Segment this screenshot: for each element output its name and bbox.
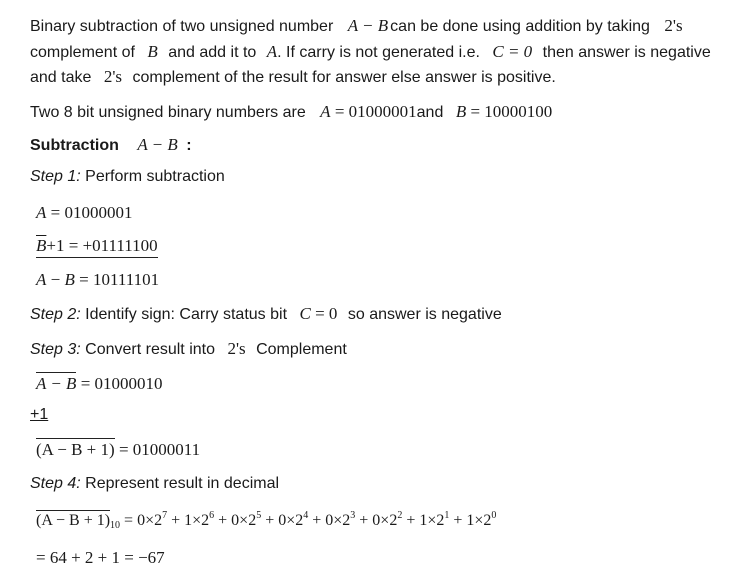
math-b: B <box>147 42 158 61</box>
math-a-minus-b: A − B <box>347 16 389 35</box>
intro-text: and take <box>30 69 92 86</box>
step1-line <box>30 168 225 186</box>
eq2-rest: +1 = +01111100 <box>46 236 158 255</box>
step3-line <box>30 339 347 359</box>
step4-label: Step 4: <box>30 475 81 492</box>
power-term: = $0\times 2^7$ <box>120 510 168 529</box>
power-term: + $0\times 2^3$ <box>308 510 356 529</box>
intro-text: Binary subtraction of two unsigned number <box>30 18 334 35</box>
step3-text: Convert result into <box>85 341 215 358</box>
step2-label: Step 2: <box>30 306 81 323</box>
power-term: + $1\times 2^6$ <box>167 510 215 529</box>
b-bar: $\overline{B}$ <box>36 236 47 255</box>
intro-line-1 <box>30 16 683 36</box>
given-and: and <box>416 104 444 121</box>
exponent: 4 <box>303 510 309 521</box>
step4-text: Represent result in decimal <box>85 475 280 492</box>
a-minus-b-plus-1-bar: (A − B + 1) <box>36 512 111 529</box>
exponent: 0 <box>491 510 497 521</box>
step3-label: Step 3: <box>30 341 81 358</box>
math-c-zero: C = 0 <box>492 42 533 61</box>
power-term: + $0\times 2^2$ <box>355 510 403 529</box>
exponent: 3 <box>350 510 356 521</box>
step4-eq2: = 64 + 2 + 1 = −67 <box>36 548 165 567</box>
intro-text: complement of <box>30 44 135 61</box>
intro-line-3 <box>30 67 556 87</box>
intro-text: complement of the result for answer else answer is positive. <box>132 69 556 86</box>
math-a: A <box>266 42 278 61</box>
colon: : <box>186 137 192 154</box>
power-term: + $0\times 2^5$ <box>214 510 262 529</box>
exponent: 7 <box>162 510 168 521</box>
power-term: + $1\times 2^0$ <box>449 510 497 529</box>
intro-text: . If carry is not generated i.e. <box>277 44 480 61</box>
exponent: 2 <box>397 510 403 521</box>
step1-eq3: A − B = 10111101 <box>36 270 160 289</box>
intro-line-2 <box>30 42 711 62</box>
power-term: + $1\times 2^1$ <box>402 510 450 529</box>
math-a-minus-b: A − B <box>137 135 178 154</box>
intro-text: and add it to <box>168 44 257 61</box>
given-line <box>30 102 552 122</box>
step2-text-b: so answer is negative <box>347 306 502 323</box>
exponent: 1 <box>444 510 450 521</box>
intro-text: can be done using addition by taking <box>390 18 650 35</box>
step3-eq2 <box>36 440 200 460</box>
step2-text: Identify sign: Carry status bit <box>85 306 288 323</box>
step1-text: Perform subtraction <box>85 168 225 185</box>
step1-eq1: A = 01000001 <box>36 203 133 222</box>
step3-eq1 <box>36 374 163 394</box>
math-twos: 2's <box>664 16 683 35</box>
exponent: 6 <box>209 510 215 521</box>
subtraction-label: Subtraction <box>30 137 119 154</box>
math-twos: 2's <box>103 67 123 86</box>
math-a-value: A = 01000001 <box>320 102 417 121</box>
step1-label: Step 1: <box>30 168 81 185</box>
a-minus-b-bar: A − B <box>36 374 77 393</box>
plus-one: +1 <box>30 406 49 423</box>
math-c-zero: C = 0 <box>299 304 338 323</box>
base-subscript: 10 <box>110 520 121 531</box>
step1-eq2 <box>36 236 158 256</box>
step3-eq2-rest: = 01000011 <box>118 440 201 459</box>
a-minus-b-plus-1-bar: (A − B + 1) <box>36 440 115 459</box>
subtraction-heading <box>30 135 192 155</box>
expansion-terms <box>120 512 496 529</box>
given-text: Two 8 bit unsigned binary numbers are <box>30 104 306 121</box>
step3-text-b: Complement <box>256 341 347 358</box>
math-b-value: B = 10000100 <box>455 102 553 121</box>
step4-eq1 <box>36 512 496 530</box>
step3-eq1-rest: = 01000010 <box>80 374 163 393</box>
step2-line <box>30 304 502 324</box>
exponent: 5 <box>256 510 262 521</box>
intro-text: then answer is negative <box>542 44 711 61</box>
power-term: + $0\times 2^4$ <box>261 510 309 529</box>
step4-line <box>30 475 279 493</box>
math-twos: 2's <box>227 339 246 358</box>
